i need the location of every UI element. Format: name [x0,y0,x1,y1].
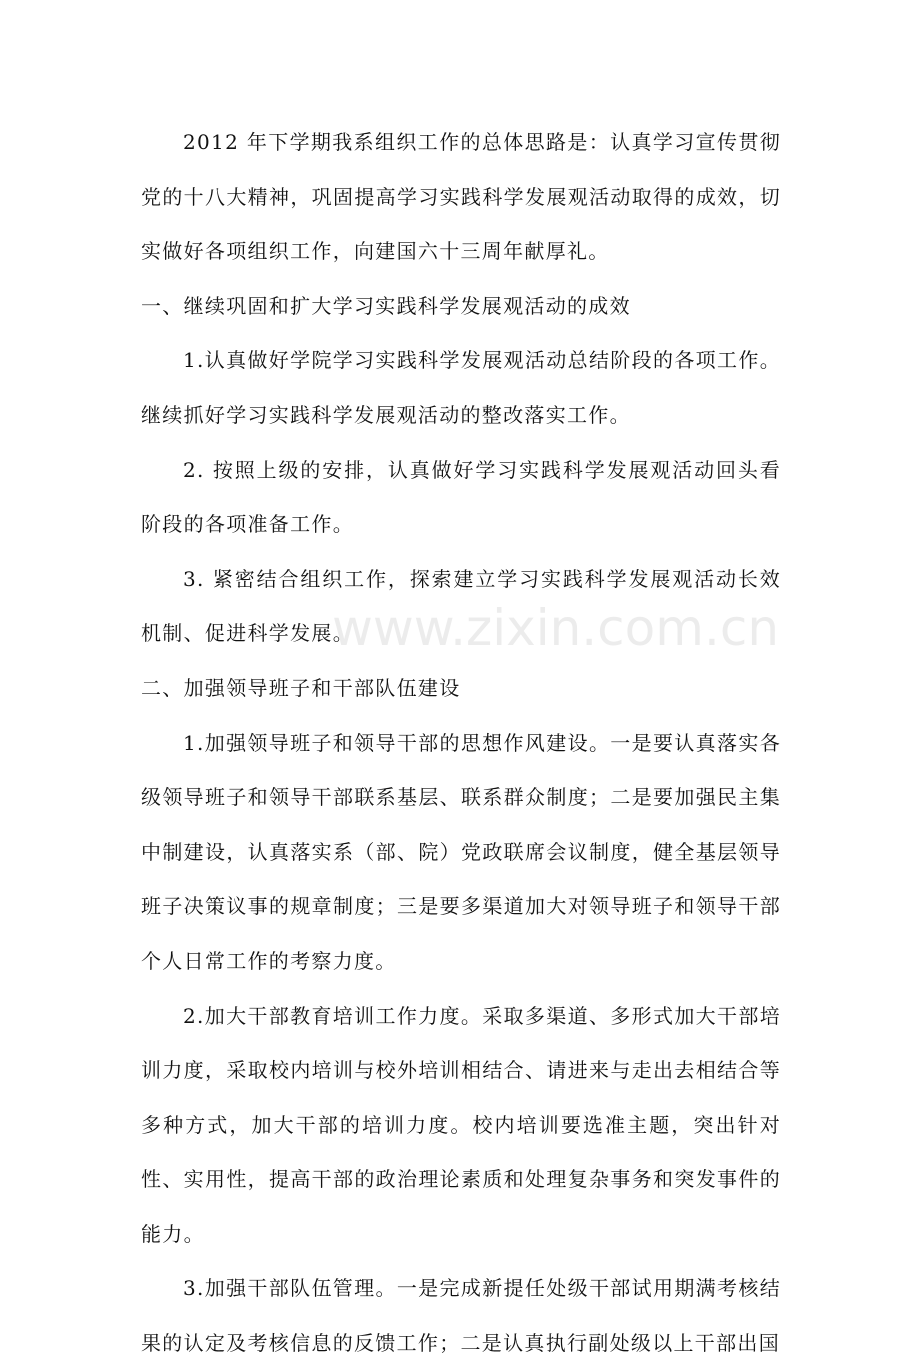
section1-item-3: 3. 紧密结合组织工作，探索建立学习实践科学发展观活动长效机制、促进科学发展。 [141,566,781,646]
document-body [141,115,781,1371]
intro-paragraph: 2012 年下学期我系组织工作的总体思路是：认真学习宣传贯彻党的十八大精神，巩固提高学习实践科学发展观活动取得的成效，切实做好各项组织工作，向建国六十三周年献厚礼。 [141,130,781,264]
section2-item-2: 2.加大干部教育培训工作力度。采取多渠道、多形式加大干部培训力度，采取校内培训与校外培训相结合、请进来与走出去相结合等多种方式，加大干部的培训力度。校内培训要选准主题，突出针对性、实用性，提高干部的政治理论素质和处理复杂事务和突发事件的能力。 [141,1003,781,1246]
section-heading-2: 二、加强领导班子和干部队伍建设 [141,675,461,700]
section1-item-1: 1.认真做好学院学习实践科学发展观活动总结阶段的各项工作。继续抓好学习实践科学发展观活动的整改落实工作。 [141,348,781,427]
section1-item-2: 2. 按照上级的安排，认真做好学习实践科学发展观活动回头看阶段的各项准备工作。 [141,457,781,537]
section2-item-3: 3.加强干部队伍管理。一是完成新提任处级干部试用期满考核结果的认定及考核信息的反馈工作；二是认真执行副处级以上干部出国 [141,1276,781,1356]
watermark-text: www.zixin.com.cn [332,599,780,657]
section2-item-1: 1.加强领导班子和领导干部的思想作风建设。一是要认真落实各级领导班子和领导干部联系基层、联系群众制度；二是要加强民主集中制建设，认真落实系（部、院）党政联席会议制度，健全基层领导班子决策议事的规章制度；三是要多渠道加大对领导班子和领导干部个人日常工作的考察力度。 [141,730,781,973]
section-heading-1: 一、继续巩固和扩大学习实践科学发展观活动的成效 [141,293,631,318]
